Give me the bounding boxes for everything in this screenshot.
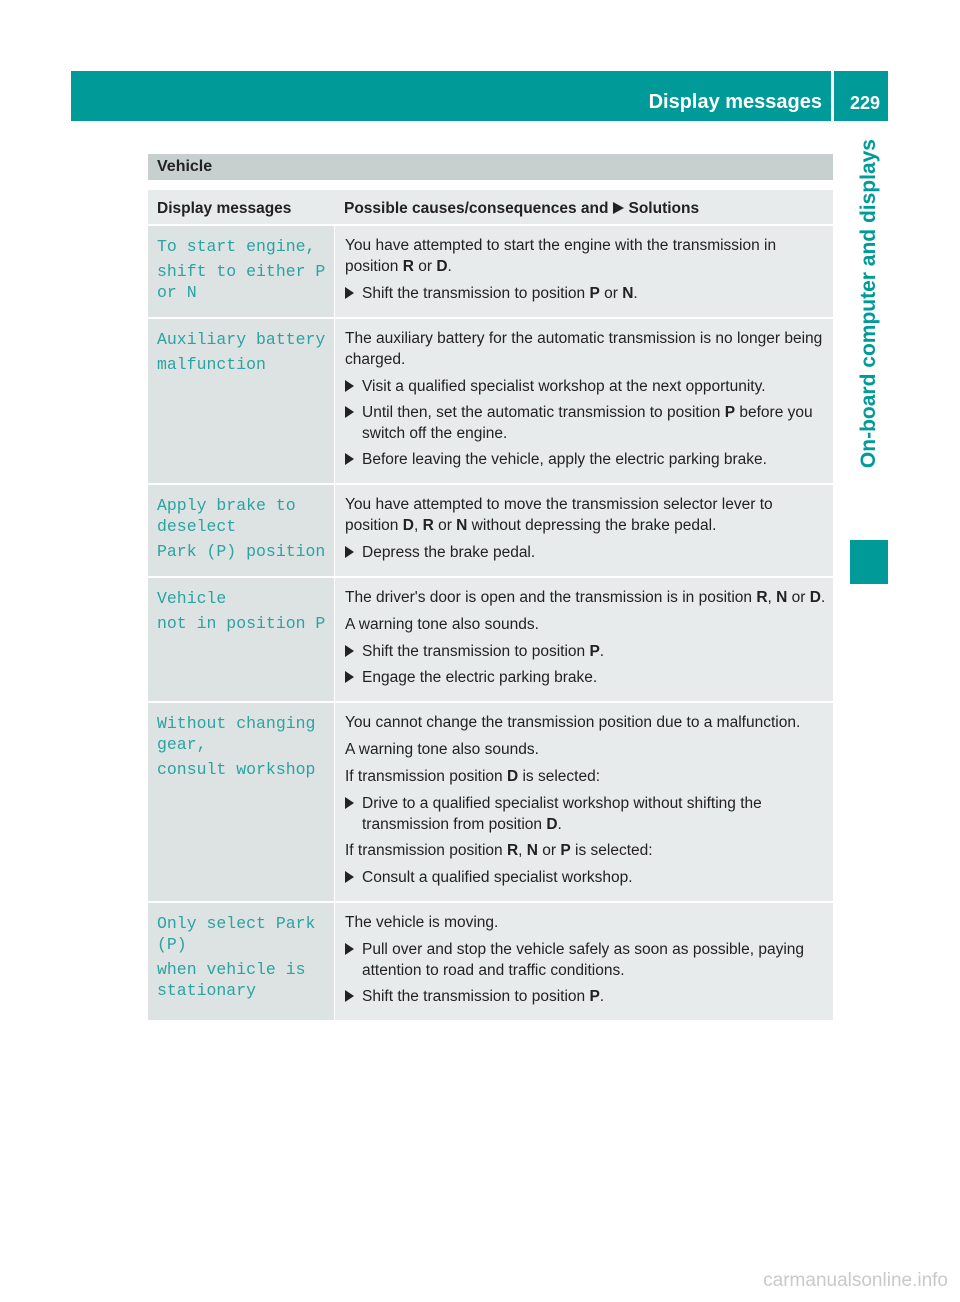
message-line: stationary — [157, 981, 257, 1000]
solution-step — [345, 793, 827, 835]
page-header — [71, 71, 888, 121]
page-number: 229 — [849, 93, 880, 113]
table-row — [148, 226, 833, 317]
step-text: Engage the electric parking brake. — [362, 669, 598, 686]
step-arrow-icon — [345, 645, 354, 657]
table-body — [148, 226, 833, 1020]
solution-step — [345, 449, 827, 470]
solution-cell — [335, 485, 833, 576]
cause-text: A warning tone also sounds. — [345, 616, 539, 633]
step-text: Consult a qualified specialist workshop. — [362, 869, 633, 886]
step-text: Shift the transmission to position P. — [362, 643, 605, 660]
solution-step — [345, 939, 827, 981]
chapter-tab-marker — [850, 540, 888, 584]
cause-text: A warning tone also sounds. — [345, 741, 539, 758]
solution-step — [345, 641, 827, 662]
step-text: Shift the transmission to position P or N. — [362, 285, 638, 302]
display-messages-table — [148, 154, 833, 1020]
step-arrow-icon — [345, 943, 354, 955]
message-line: malfunction — [157, 355, 266, 374]
display-message — [148, 703, 334, 901]
table-title: Vehicle — [148, 154, 833, 180]
display-message — [148, 903, 334, 1020]
cause-text: The auxiliary battery for the automatic transmission is no longer being charged. — [345, 330, 823, 368]
message-line: not in position P — [157, 614, 326, 633]
step-text: Depress the brake pedal. — [362, 544, 536, 561]
message-line: consult workshop — [157, 760, 316, 779]
message-line: Auxiliary battery — [157, 330, 326, 349]
step-text: Before leaving the vehicle, apply the electric parking brake. — [362, 451, 767, 468]
solution-step — [345, 283, 827, 304]
solution-cell — [335, 703, 833, 901]
step-arrow-icon — [345, 797, 354, 809]
solution-step — [345, 542, 827, 563]
step-arrow-icon — [345, 546, 354, 558]
message-line: Only select Park — [157, 914, 316, 933]
message-line: when vehicle is — [157, 960, 306, 979]
display-message — [148, 485, 334, 576]
step-arrow-icon — [345, 380, 354, 392]
solution-cell — [335, 319, 833, 483]
column-header-solutions — [335, 190, 833, 224]
solution-arrow-icon — [613, 202, 624, 214]
step-arrow-icon — [345, 406, 354, 418]
solution-step — [345, 667, 827, 688]
header-divider — [831, 71, 834, 121]
solution-cell — [335, 226, 833, 317]
message-line: or N — [157, 283, 197, 302]
cause-text: The vehicle is moving. — [345, 914, 499, 931]
cause-text: If transmission position D is selected: — [345, 768, 601, 785]
display-message — [148, 319, 334, 483]
message-line: Without changing — [157, 714, 316, 733]
message-line: deselect — [157, 517, 237, 536]
table-row — [148, 485, 833, 576]
step-text: Visit a qualified specialist workshop at the next opportunity. — [362, 378, 766, 395]
step-arrow-icon — [345, 671, 354, 683]
message-line: gear, — [157, 735, 207, 754]
table-row — [148, 903, 833, 1020]
solution-step — [345, 402, 827, 444]
step-arrow-icon — [345, 453, 354, 465]
step-text: Drive to a qualified specialist workshop without shifting the transmission from position D. — [362, 795, 762, 833]
table-header — [148, 190, 833, 224]
table-row — [148, 578, 833, 701]
solution-step — [345, 867, 827, 888]
solution-cell — [335, 903, 833, 1020]
step-text: Shift the transmission to position P. — [362, 988, 605, 1005]
message-line: Vehicle — [157, 589, 227, 608]
column-header-solutions-label: Solutions — [628, 200, 700, 217]
step-arrow-icon — [345, 871, 354, 883]
message-line: (P) — [157, 935, 187, 954]
cause-text: If transmission position R, N or P is selected: — [345, 842, 653, 859]
display-message — [148, 226, 334, 317]
table-row — [148, 703, 833, 901]
column-header-messages: Display messages — [157, 200, 292, 217]
solution-step — [345, 376, 827, 397]
cause-text: The driver's door is open and the transmission is in position R, N or D. — [345, 589, 826, 606]
message-line: To start engine, — [157, 237, 316, 256]
step-arrow-icon — [345, 287, 354, 299]
cause-text: You cannot change the transmission position due to a malfunction. — [345, 714, 801, 731]
solution-step — [345, 986, 827, 1007]
step-text: Until then, set the automatic transmission to position P before you switch off the engine. — [362, 404, 813, 442]
cause-text: You have attempted to start the engine with the transmission in position R or D. — [345, 237, 777, 275]
cause-text: You have attempted to move the transmission selector lever to position D, R or N without depressing the brake pedal. — [345, 496, 773, 534]
message-line: Apply brake to — [157, 496, 296, 515]
chapter-tab-label: On-board computer and displays — [857, 139, 880, 469]
step-arrow-icon — [345, 990, 354, 1002]
solution-cell — [335, 578, 833, 701]
watermark: carmanualsonline.info — [763, 1270, 948, 1291]
message-line: Park (P) position — [157, 542, 326, 561]
chapter-tab — [850, 121, 888, 541]
section-title: Display messages — [648, 91, 822, 113]
table-row — [148, 319, 833, 483]
column-header-causes: Possible causes/consequences and — [344, 200, 609, 217]
display-message — [148, 578, 334, 701]
step-text: Pull over and stop the vehicle safely as soon as possible, paying attention to road and traffic conditions. — [362, 941, 805, 979]
message-line: shift to either P — [157, 262, 326, 281]
